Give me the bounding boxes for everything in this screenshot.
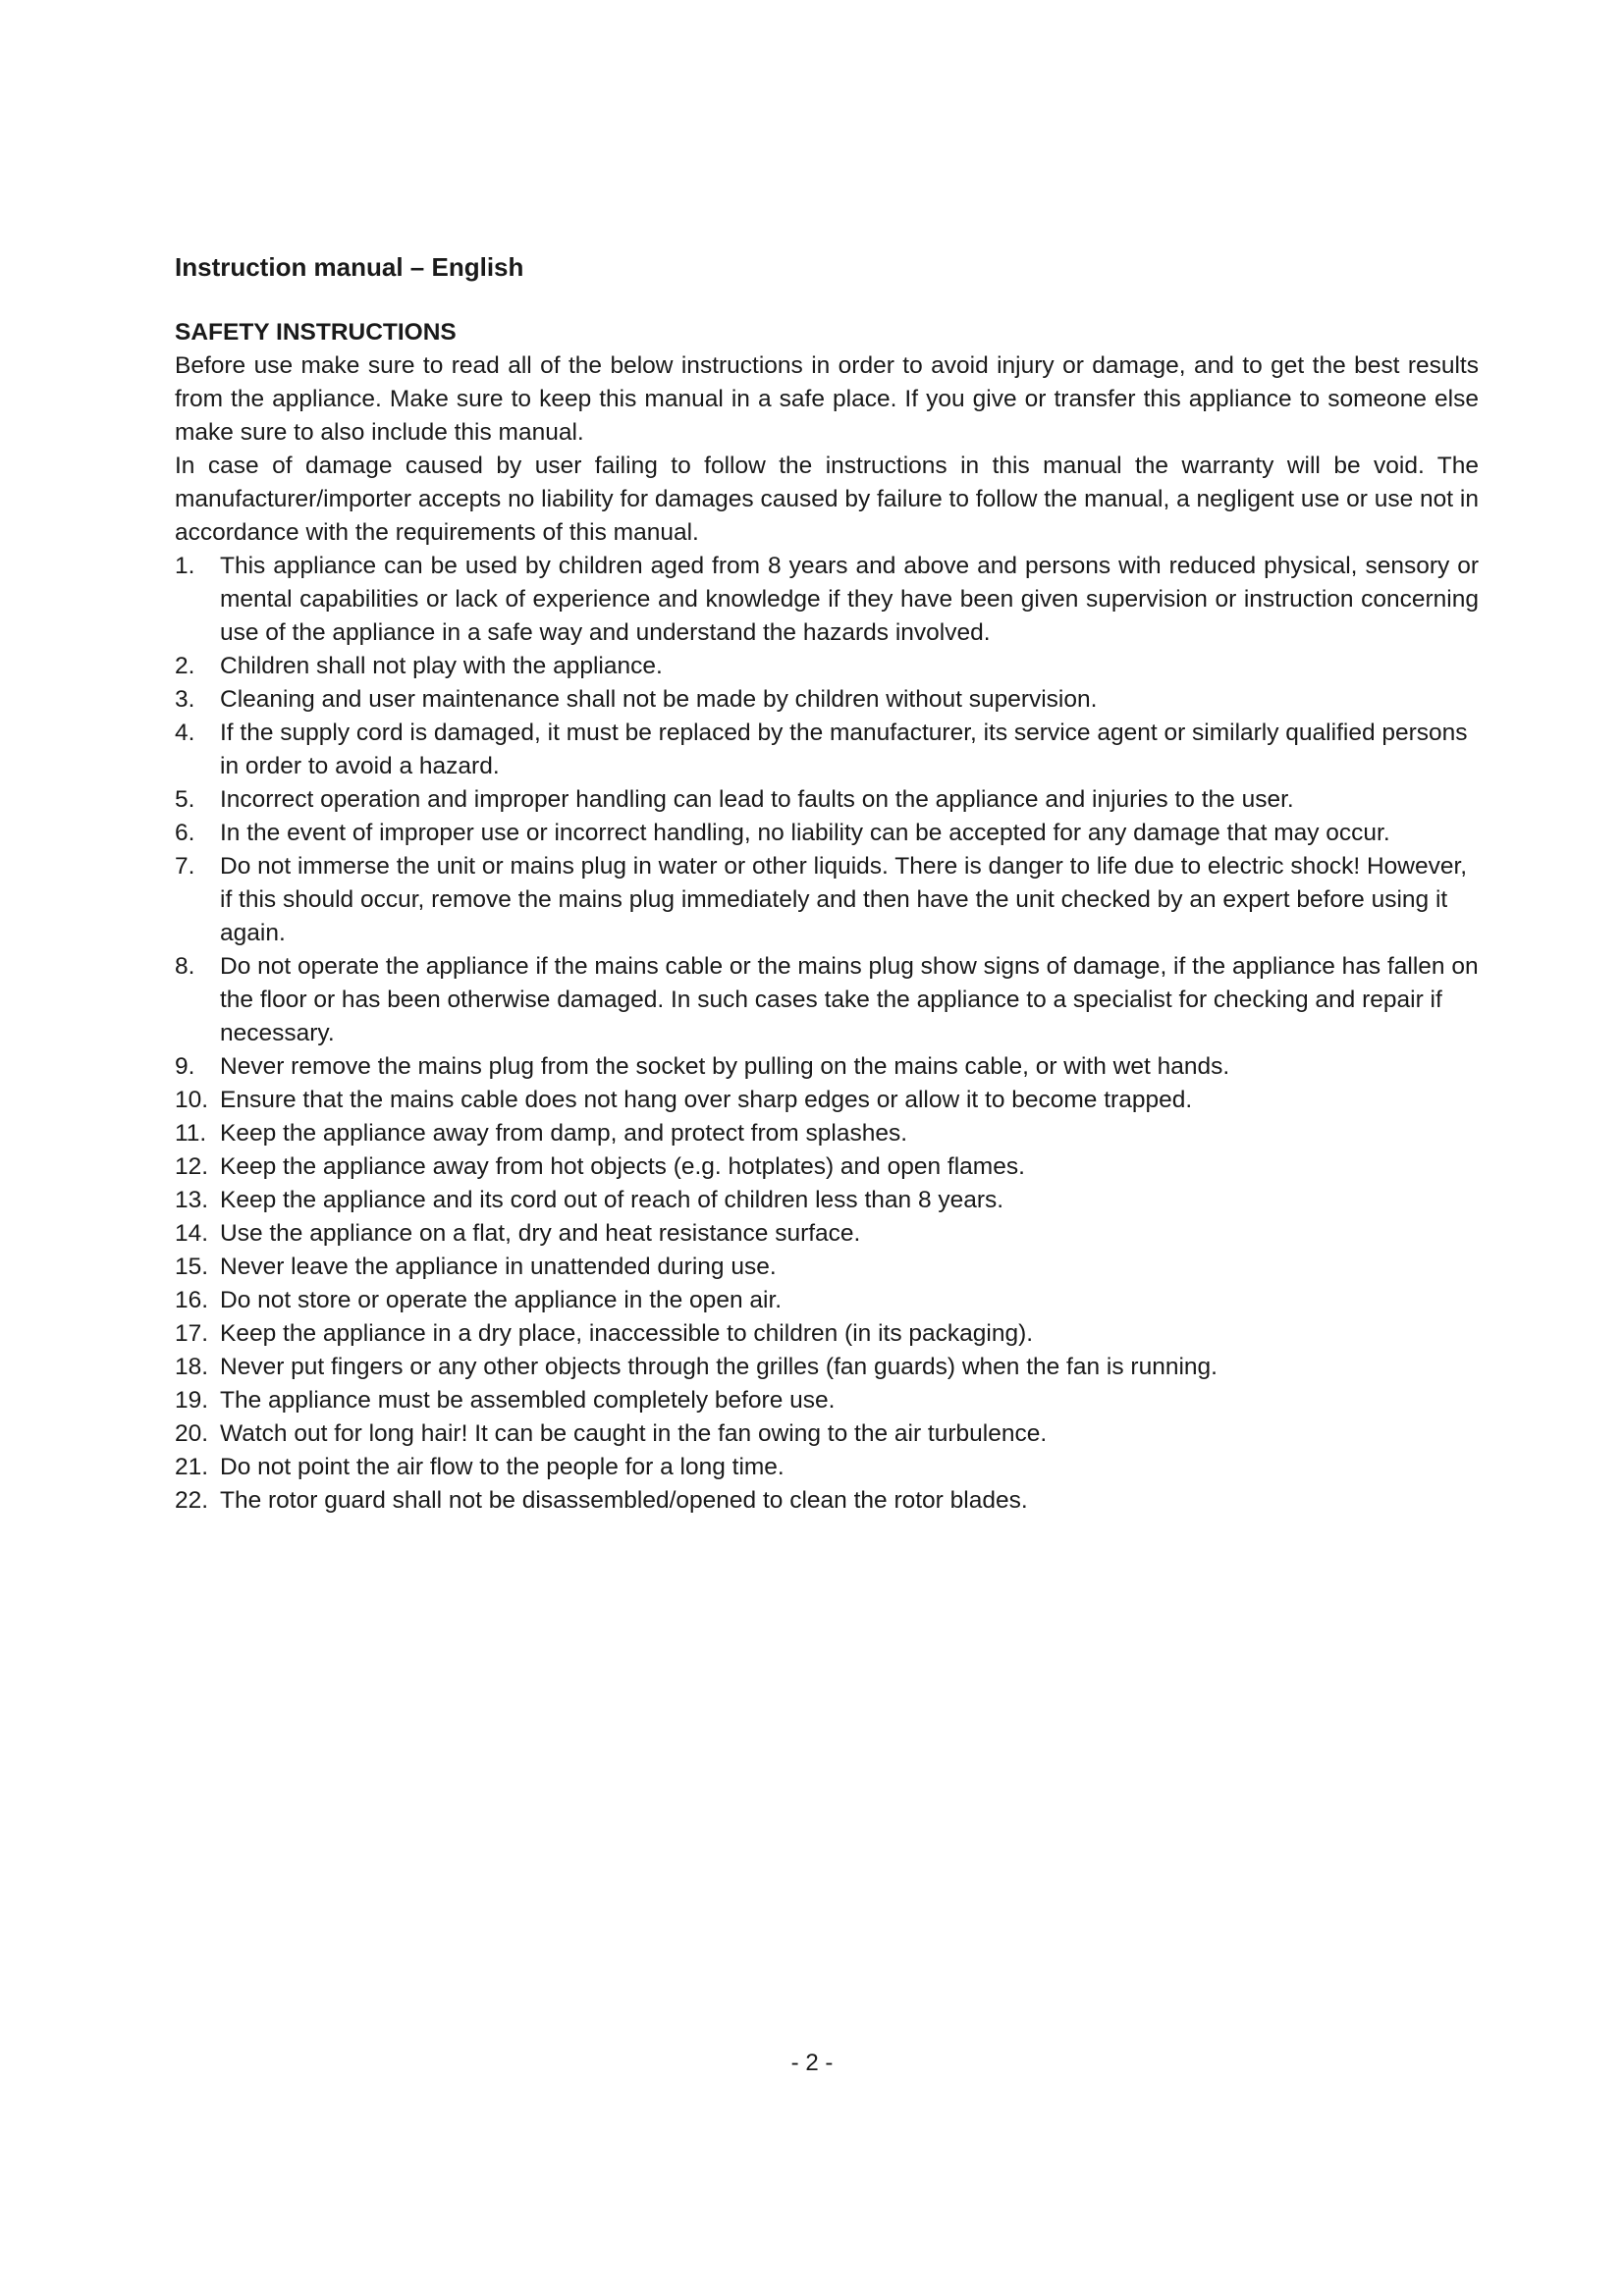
item-number: 1. [175,553,195,579]
list-item [175,550,1479,650]
list-item [175,783,1479,817]
item-number: 19. [175,1387,209,1414]
item-text: If the supply cord is damaged, it must be replaced by the manufacturer, its service agent or similarly qualified persons in order to avoid a hazard. [220,720,1468,779]
item-number: 8. [175,953,195,980]
item-number: 18. [175,1354,209,1380]
item-text: Never put fingers or any other objects through the grilles (fan guards) when the fan is running. [220,1354,1218,1380]
list-item [175,1417,1479,1451]
item-number: 14. [175,1220,209,1247]
item-number: 10. [175,1087,209,1113]
list-item [175,1150,1479,1184]
item-text: Keep the appliance away from hot objects (e.g. hotplates) and open flames. [220,1153,1025,1180]
item-text: Use the appliance on a flat, dry and heat resistance surface. [220,1220,861,1247]
item-number: 21. [175,1454,209,1480]
item-text: In the event of improper use or incorrect handling, no liability can be accepted for any damage that may occur. [220,820,1390,846]
list-item [175,1084,1479,1117]
list-item [175,1284,1479,1317]
item-number: 15. [175,1254,209,1280]
item-text: Keep the appliance in a dry place, inaccessible to children (in its packaging). [220,1320,1034,1347]
document-page [175,249,1479,1518]
item-text: Never remove the mains plug from the socket by pulling on the mains cable, or with wet hands. [220,1053,1230,1080]
list-item [175,1117,1479,1150]
list-item [175,1351,1479,1384]
list-item [175,1251,1479,1284]
item-number: 2. [175,653,195,679]
item-text: Do not immerse the unit or mains plug in water or other liquids. There is danger to life due to electric shock! However, if this should occur, remove the mains plug immediately and then have the unit checked by an expert before using it again. [220,853,1468,946]
list-item [175,717,1479,783]
item-number: 20. [175,1420,209,1447]
intro-paragraph: Before use make sure to read all of the below instructions in order to avoid injury or damage, and to get the best results from the appliance. Make sure to keep this manual in a safe place. If you give or transfer this appliance to someone else make sure to also include this manual. [175,352,1479,446]
item-number: 4. [175,720,195,746]
item-text: Keep the appliance away from damp, and protect from splashes. [220,1120,907,1147]
item-number: 5. [175,786,195,813]
item-number: 17. [175,1320,209,1347]
item-number: 9. [175,1053,195,1080]
item-number: 13. [175,1187,209,1213]
item-number: 7. [175,853,195,880]
item-text: Watch out for long hair! It can be caught in the fan owing to the air turbulence. [220,1420,1048,1447]
list-item [175,1317,1479,1351]
list-item [175,1384,1479,1417]
item-number: 3. [175,686,195,713]
list-item [175,1484,1479,1518]
item-text: Do not point the air flow to the people for a long time. [220,1454,785,1480]
item-text: Do not store or operate the appliance in the open air. [220,1287,783,1313]
list-item [175,1451,1479,1484]
item-text: Cleaning and user maintenance shall not be made by children without supervision. [220,686,1098,713]
list-item [175,817,1479,850]
item-text: Incorrect operation and improper handling can lead to faults on the appliance and injuries to the user. [220,786,1294,813]
item-number: 12. [175,1153,209,1180]
list-item [175,850,1479,950]
item-text: Never leave the appliance in unattended during use. [220,1254,777,1280]
list-item [175,1050,1479,1084]
item-number: 6. [175,820,195,846]
item-text: The appliance must be assembled completely before use. [220,1387,836,1414]
section-title: SAFETY INSTRUCTIONS [175,319,457,346]
list-item [175,683,1479,717]
item-text: Ensure that the mains cable does not hang over sharp edges or allow it to become trapped. [220,1087,1193,1113]
list-item [175,950,1479,1050]
list-item [175,1217,1479,1251]
item-text: The rotor guard shall not be disassembled/opened to clean the rotor blades. [220,1487,1028,1514]
item-number: 22. [175,1487,209,1514]
item-text: Do not operate the appliance if the mains cable or the mains plug show signs of damage, if the appliance has fallen on the floor or has been otherwise damaged. In such cases take the appliance to a specialist for checking and repair if necessary. [220,953,1479,1046]
item-number: 16. [175,1287,209,1313]
item-text: Keep the appliance and its cord out of reach of children less than 8 years. [220,1187,1004,1213]
item-text: This appliance can be used by children aged from 8 years and above and persons with reduced physical, sensory or mental capabilities or lack of experience and knowledge if they have been given supervision or instruction concerning use of the appliance in a safe way and understand the hazards involved. [220,553,1479,646]
item-number: 11. [175,1120,207,1147]
list-item [175,1184,1479,1217]
warranty-paragraph: In case of damage caused by user failing to follow the instructions in this manual the warranty will be void. The manufacturer/importer accepts no liability for damages caused by failure to follow the manual, a negligent use or use not in accordance with the requirements of this manual. [175,453,1479,546]
document-title: Instruction manual – English [175,252,524,282]
item-text: Children shall not play with the appliance. [220,653,663,679]
list-item [175,650,1479,683]
page-number: - 2 - [790,2050,834,2076]
safety-instructions-list [175,550,1479,1518]
